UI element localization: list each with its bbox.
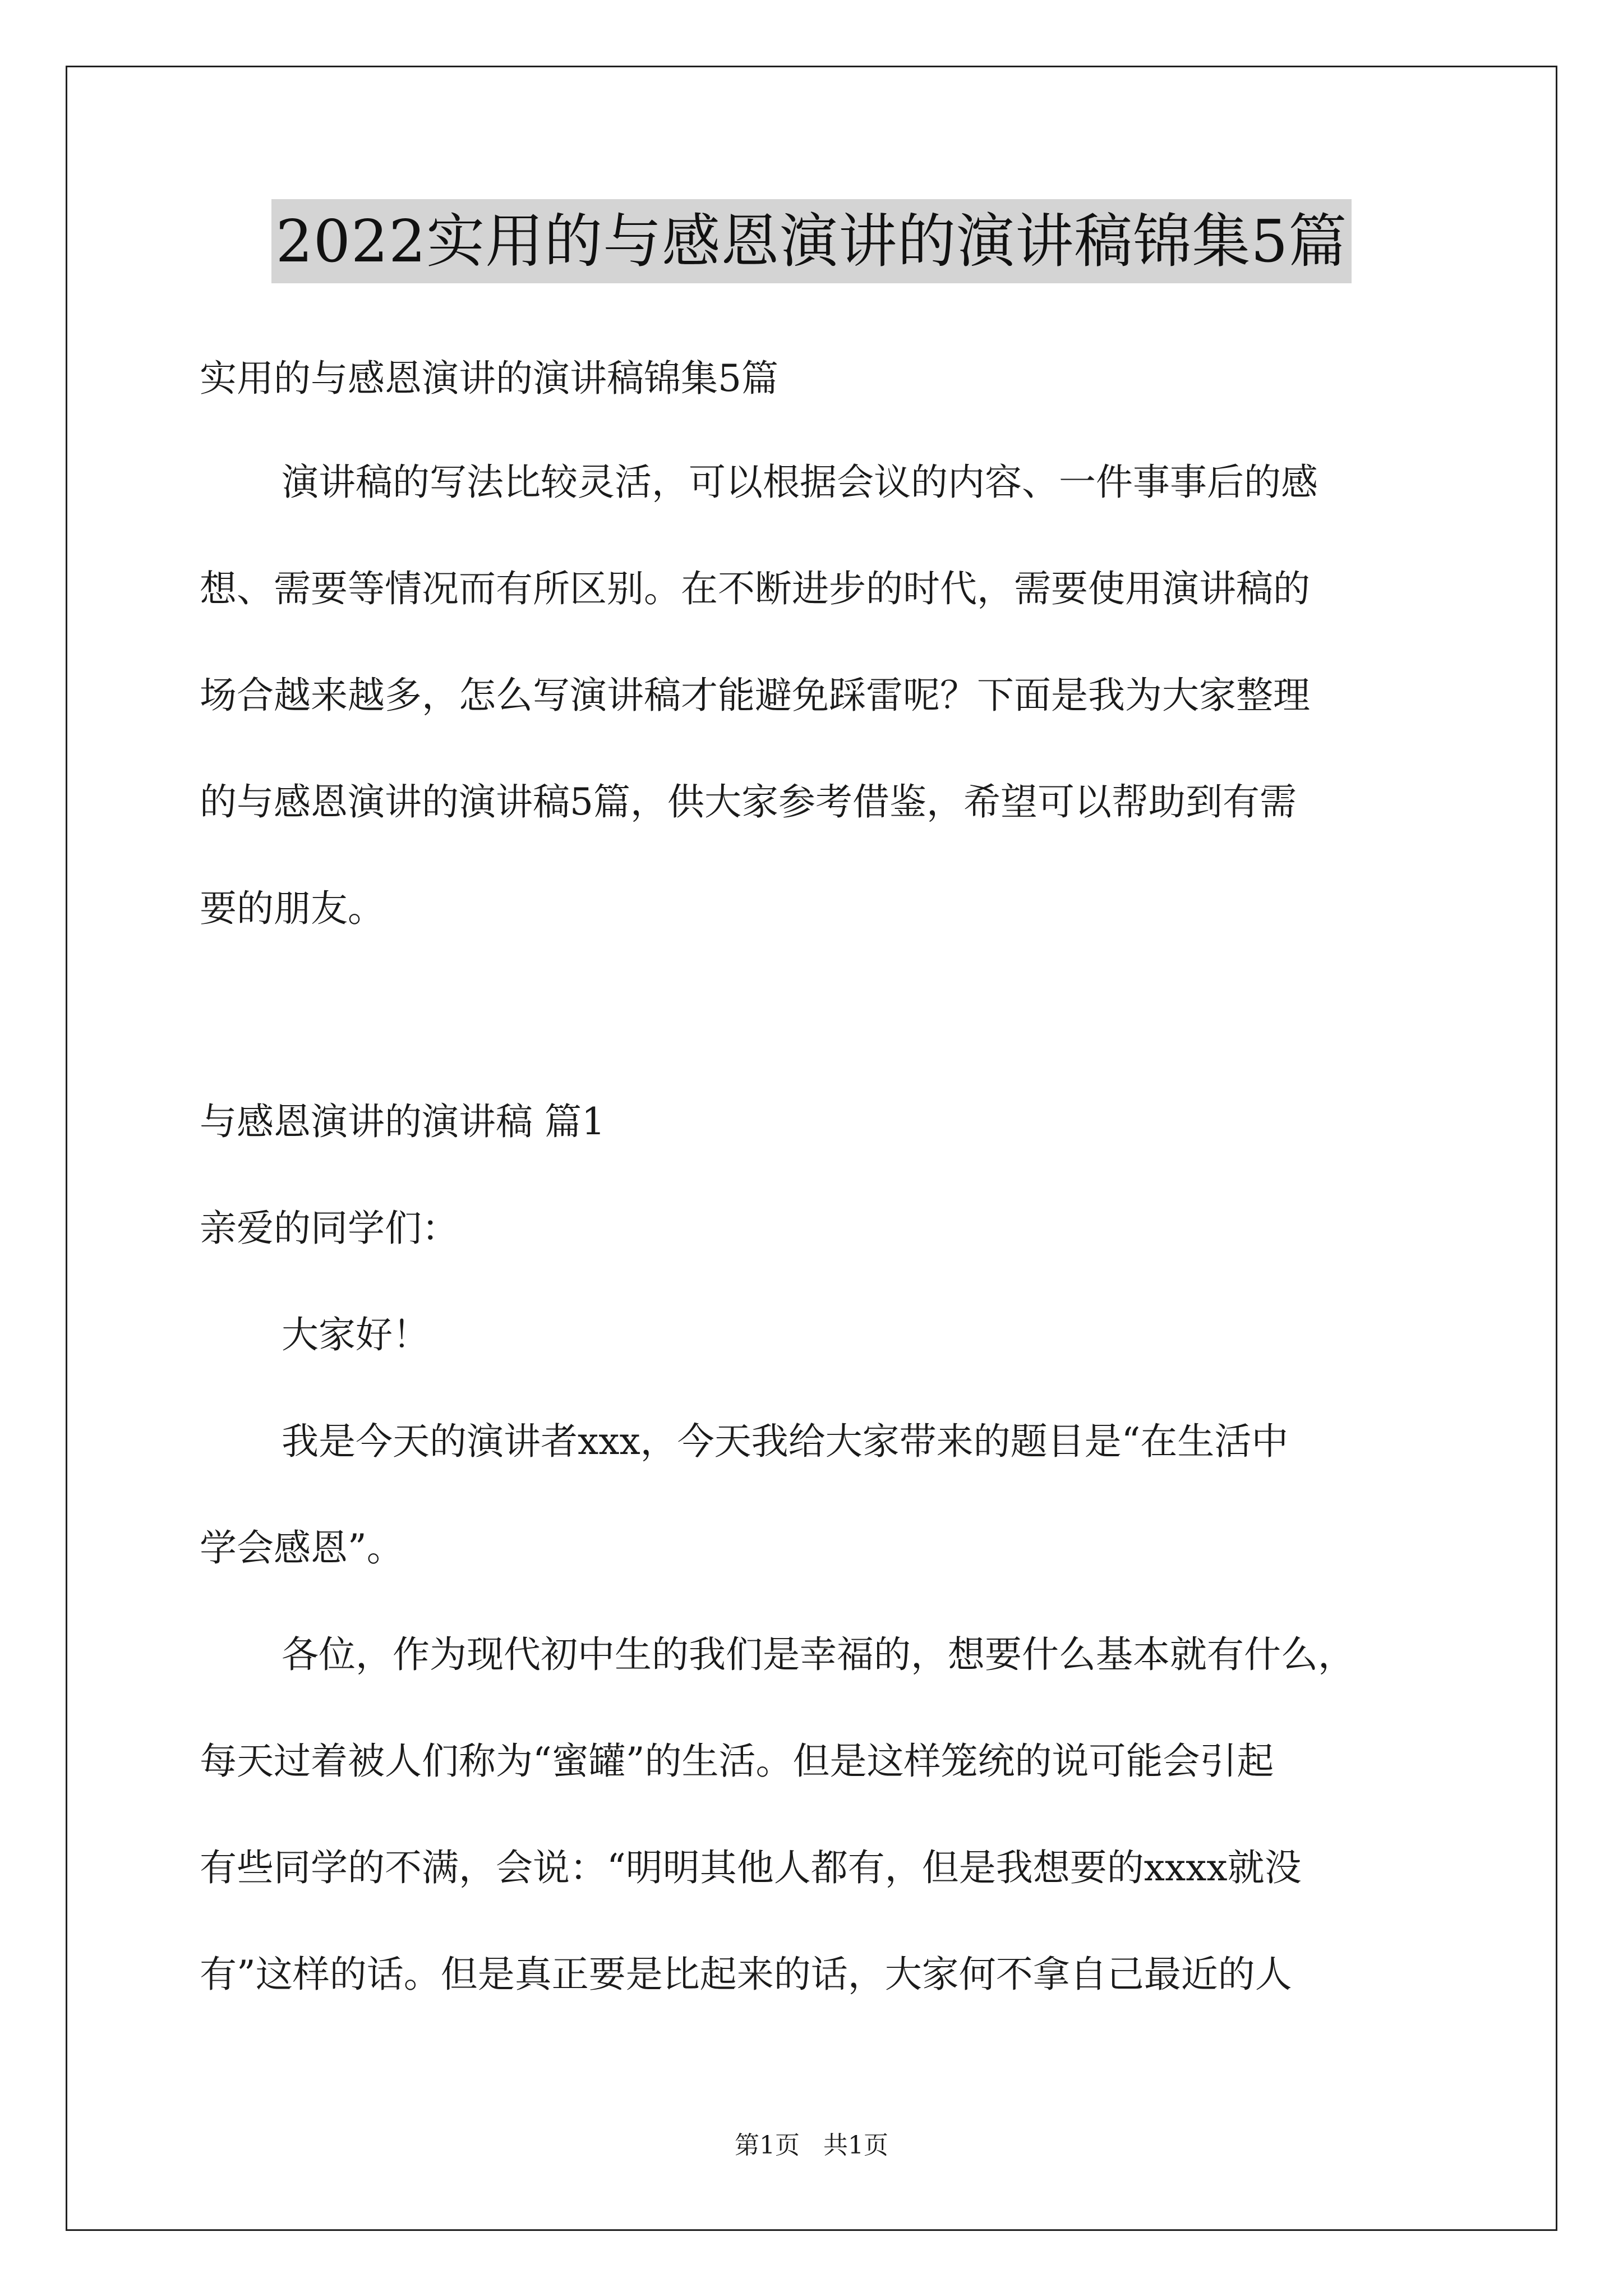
page-total: 共1页	[823, 2131, 888, 2160]
greeting: 大家好！	[282, 1313, 430, 1356]
title-container	[0, 199, 1623, 283]
document-subtitle: 实用的与感恩演讲的演讲稿锦集5篇	[200, 357, 778, 400]
paragraph-2-line-1: 各位，作为现代初中生的我们是幸福的，想要什么基本就有什么，	[282, 1633, 1355, 1676]
document-title: 2022实用的与感恩演讲的演讲稿锦集5篇	[271, 199, 1352, 283]
intro-line-5: 要的朋友。	[200, 887, 385, 930]
intro-line-2: 想、需要等情况而有所区别。在不断进步的时代，需要使用演讲稿的	[200, 567, 1310, 610]
intro-line-3: 场合越来越多，怎么写演讲稿才能避免踩雷呢？下面是我为大家整理	[200, 674, 1310, 717]
salutation: 亲爱的同学们：	[200, 1207, 459, 1250]
paragraph-1-line-2: 学会感恩”。	[200, 1526, 404, 1570]
paragraph-2-line-3: 有些同学的不满，会说：“明明其他人都有，但是我想要的xxxx就没	[200, 1846, 1302, 1889]
paragraph-2-line-2: 每天过着被人们称为“蜜罐”的生活。但是这样笼统的说可能会引起	[200, 1740, 1274, 1783]
paragraph-2-line-4: 有”这样的话。但是真正要是比起来的话，大家何不拿自己最近的人	[200, 1953, 1292, 1996]
page-footer	[0, 2129, 1623, 2162]
section-heading: 与感恩演讲的演讲稿 篇1	[200, 1100, 605, 1143]
page-number: 第1页	[735, 2131, 800, 2160]
paragraph-1-line-1: 我是今天的演讲者xxx，今天我给大家带来的题目是“在生活中	[282, 1420, 1289, 1463]
intro-line-1: 演讲稿的写法比较灵活，可以根据会议的内容、一件事事后的感	[282, 461, 1318, 504]
intro-line-4: 的与感恩演讲的演讲稿5篇，供大家参考借鉴，希望可以帮助到有需	[200, 780, 1297, 823]
